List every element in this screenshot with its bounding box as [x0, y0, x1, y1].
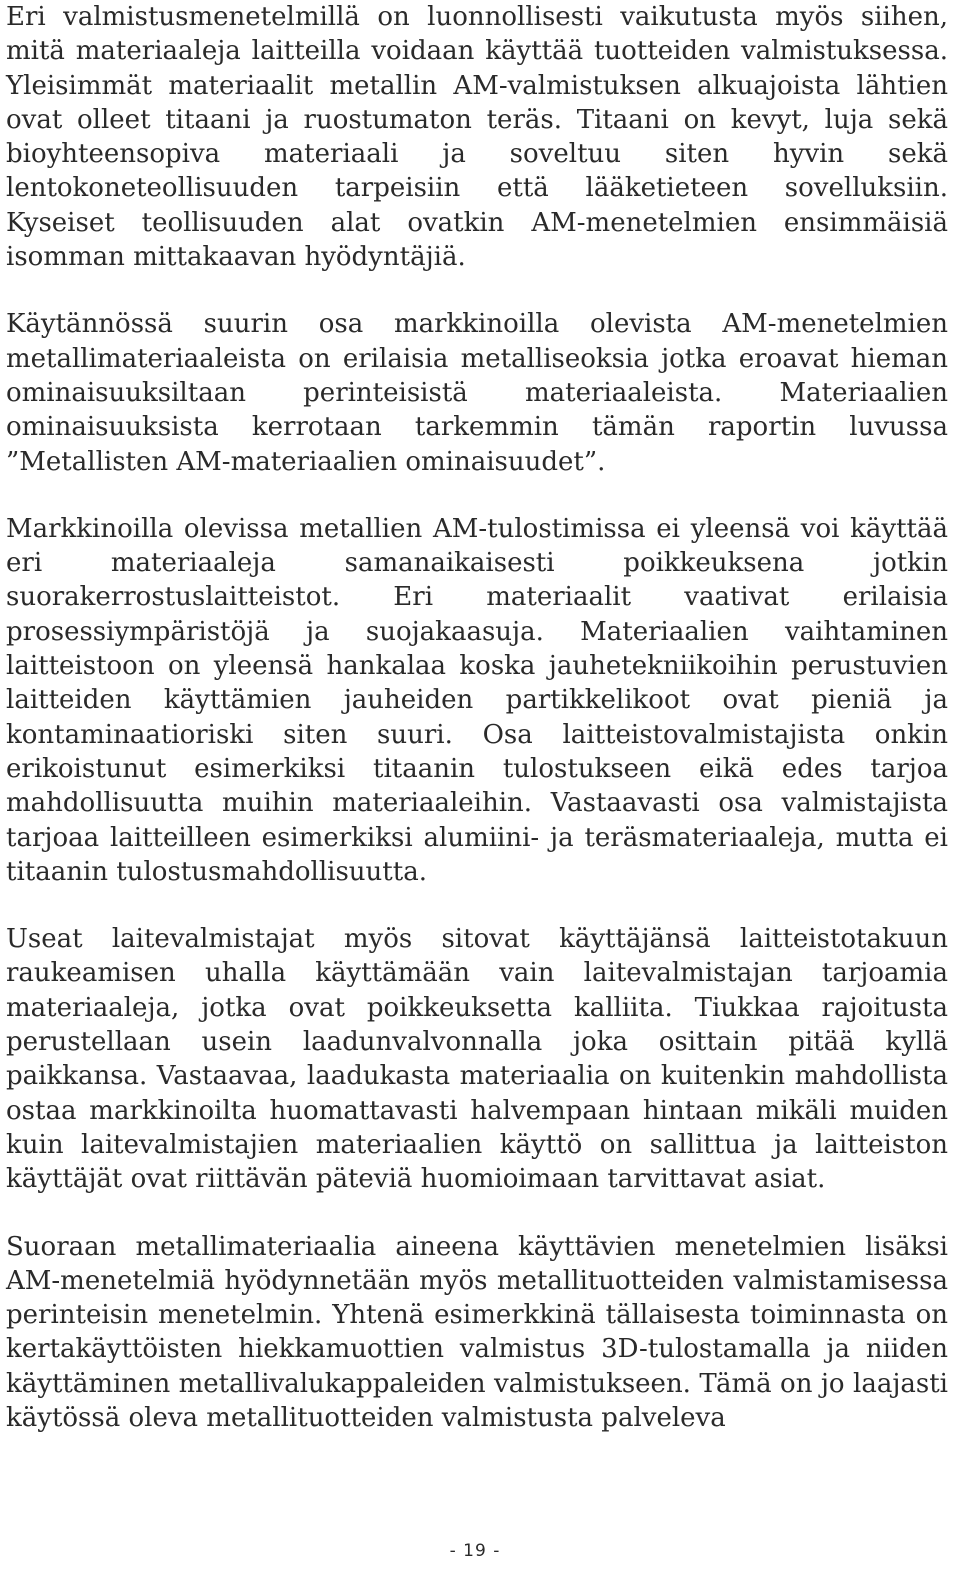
paragraph: Käytännössä suurin osa markkinoilla olevista AM-menetelmien metallimateriaaleista on erilaisia metalliseoksia jotka eroavat hieman ominaisuuksiltaan perinteisistä materiaaleista. Materiaalien ominaisuuksista kerrotaan tarkemmin tämän raportin luvussa ”Metallisten AM-materiaalien ominaisuudet”. [6, 309, 948, 477]
paragraph: Useat laitevalmistajat myös sitovat käyttäjänsä laitteistotakuun raukeamisen uhalla käyttämään vain laitevalmistajan tarjoamia materiaaleja, jotka ovat poikkeuksetta kalliita. Tiukkaa rajoitusta perustellaan usein laadunvalvonnalla joka osittain pitää kyllä paikkansa. Vastaavaa, laadukasta materiaalia on kuitenkin mahdollista ostaa markkinoilta huomattavasti halvempaan hintaan mikäli muiden kuin laitevalmistajien materiaalien käyttö on sallittua ja laitteiston käyttäjät ovat riittävän päteviä huomioimaan tarvittavat asiat. [6, 924, 948, 1195]
paragraph: Suoraan metallimateriaalia aineena käyttävien menetelmien lisäksi AM-menetelmiä hyödynnetään myös metallituotteiden valmistamisessa perinteisin menetelmin. Yhtenä esimerkkinä tällaisesta toiminnasta on kertakäyttöisten hiekkamuottien valmistus 3D-tulostamalla ja niiden käyttäminen metallivalukappaleiden valmistukseen. Tämä on jo laajasti käytössä oleva metallituotteiden valmistusta palveleva [6, 1231, 948, 1433]
document-page [6, 0, 948, 1468]
paragraph: Eri valmistusmenetelmillä on luonnollisesti vaikutusta myös siihen, mitä materiaaleja laitteilla voidaan käyttää tuotteiden valmistuksessa. Yleisimmät materiaalit metallin AM-valmistuksen alkuajoista lähtien ovat olleet titaani ja ruostumaton teräs. Titaani on kevyt, luja sekä bioyhteensopiva materiaali ja soveltuu siten hyvin sekä lentokoneteollisuuden tarpeisiin että lääketieteen sovelluksiin. Kyseiset teollisuuden alat ovatkin AM-menetelmien ensimmäisiä isomman mittakaavan hyödyntäjiä. [6, 2, 948, 273]
paragraph: Markkinoilla olevissa metallien AM-tulostimissa ei yleensä voi käyttää eri materiaaleja samanaikaisesti poikkeuksena jotkin suorakerrostuslaitteistot. Eri materiaalit vaativat erilaisia prosessiympäristöjä ja suojakaasuja. Materiaalien vaihtaminen laitteistoon on yleensä hankalaa koska jauhetekniikoihin perustuvien laitteiden käyttämien jauheiden partikkelikoot ovat pieniä ja kontaminaatioriski siten suuri. Osa laitteistovalmistajista onkin erikoistunut esimerkiksi titaanin tulostukseen eikä edes tarjoa mahdollisuutta muihin materiaaleihin. Vastaavasti osa valmistajista tarjoaa laitteilleen esimerkiksi alumiini- ja teräsmateriaaleja, mutta ei titaanin tulostusmahdollisuutta. [6, 513, 948, 887]
page-number: - 19 - [449, 1541, 501, 1561]
